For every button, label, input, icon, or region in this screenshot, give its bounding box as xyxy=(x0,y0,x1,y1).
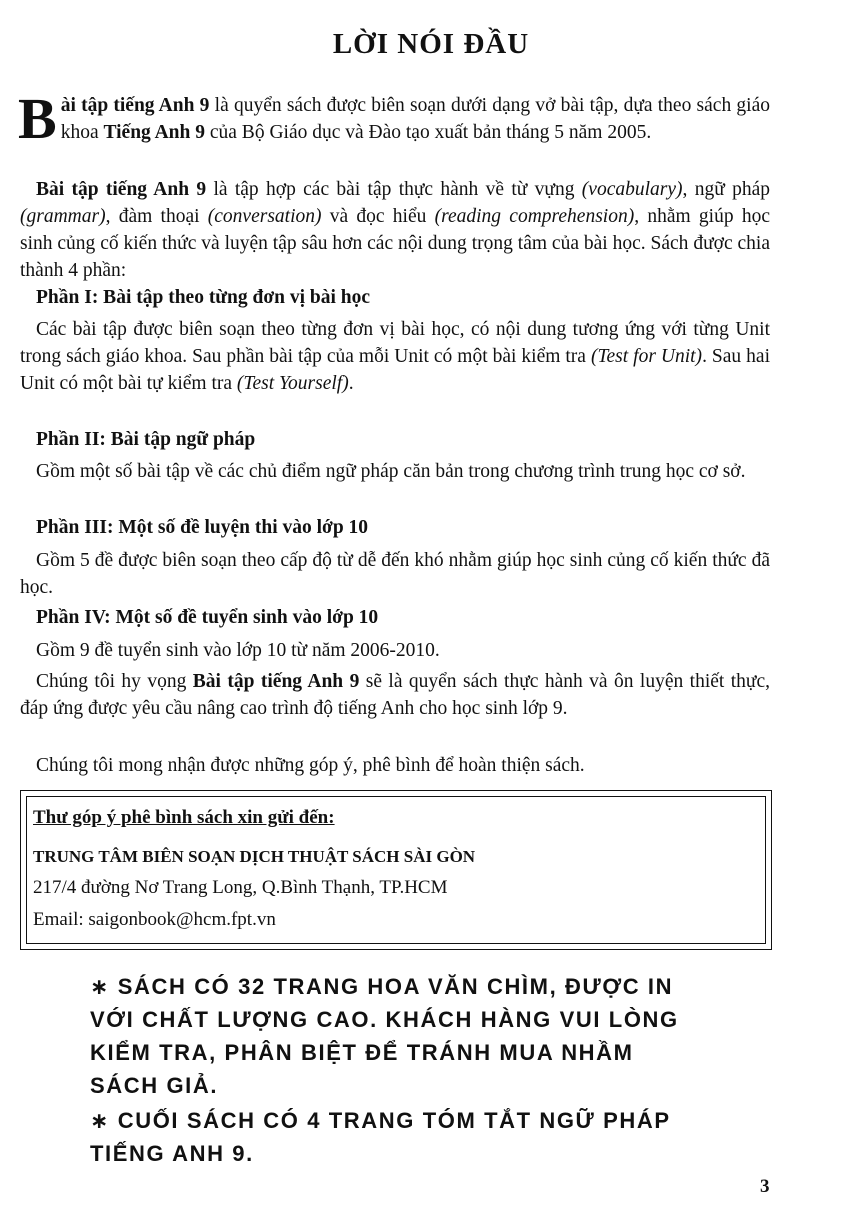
contact-address: 217/4 đường Nơ Trang Long, Q.Bình Thạnh, TP.HCM xyxy=(33,877,448,898)
part-4-text: Gồm 9 đề tuyển sinh vào lớp 10 từ năm 2006-2010. xyxy=(36,640,440,661)
part-2-heading: Phần II: Bài tập ngữ pháp xyxy=(36,429,256,450)
intro-paragraph xyxy=(18,86,770,151)
part-3-text: Gồm 5 đề được biên soạn theo cấp độ từ dễ đến khó nhằm giúp học sinh củng cố kiến thức đã học. xyxy=(20,550,770,598)
overview-paragraph xyxy=(20,176,770,284)
overview-reading-term: (reading comprehension) xyxy=(434,206,635,227)
drop-cap: B xyxy=(18,86,57,151)
contact-email: Email: saigonbook@hcm.fpt.vn xyxy=(33,909,276,930)
overview-conversation-term: (conversation) xyxy=(207,206,322,227)
note-grammar-summary: ∗ CUỐI SÁCH CÓ 4 TRANG TÓM TẮT NGỮ PHÁP TIẾNG ANH 9. xyxy=(90,1108,671,1166)
part-1-text xyxy=(20,316,770,397)
part-1-test-yourself: (Test Yourself) xyxy=(236,373,349,394)
overview-text-2: , ngữ pháp xyxy=(682,179,770,200)
hope-text-1: Chúng tôi hy vọng xyxy=(36,671,193,692)
part-1-text-1: Các bài tập được biên soạn theo từng đơn vị bài học, có nội dung tương ứng với từng Unit trong sách giáo khoa. Sau phần bài tập của mỗi Unit có một bài kiểm tra xyxy=(20,319,770,367)
part-3-heading: Phần III: Một số đề luyện thi vào lớp 10 xyxy=(36,517,369,538)
hope-paragraph xyxy=(20,668,770,722)
overview-grammar-term: (grammar) xyxy=(20,206,106,227)
overview-text-3: , đàm thoại xyxy=(105,206,208,227)
overview-text-1: là tập hợp các bài tập thực hành về từ vựng xyxy=(206,179,582,200)
contact-organization: TRUNG TÂM BIÊN SOẠN DỊCH THUẬT SÁCH SÀI GÒN xyxy=(33,847,476,866)
note-watermark-pages: ∗ SÁCH CÓ 32 TRANG HOA VĂN CHÌM, ĐƯỢC IN VỚI CHẤT LƯỢNG CAO. KHÁCH HÀNG VUI LÒNG KIỂM TRA, PHÂN BIỆT ĐỂ TRÁNH MUA NHẦM SÁCH GIẢ. xyxy=(90,974,679,1098)
part-1-text-3: . xyxy=(348,373,354,394)
part-1-text-2: . Sau hai Unit có một bài tự kiểm tra xyxy=(20,346,770,394)
intro-textbook-name: Tiếng Anh 9 xyxy=(103,122,205,143)
overview-text-5: , nhằm giúp học sinh củng cố kiến thức và luyện tập sâu hơn các nội dung trọng tâm của bài học. Sách được chia thành 4 phần: xyxy=(20,206,770,281)
part-1-heading: Phần I: Bài tập theo từng đơn vị bài học xyxy=(36,287,371,308)
page-title: LỜI NÓI ĐẦU xyxy=(332,28,530,60)
overview-vocab-term: (vocabulary) xyxy=(581,179,683,200)
part-2-text: Gồm một số bài tập về các chủ điểm ngữ pháp căn bản trong chương trình trung học cơ sở. xyxy=(36,461,746,482)
hope-book-name: Bài tập tiếng Anh 9 xyxy=(192,671,360,692)
overview-text-4: và đọc hiểu xyxy=(321,206,435,227)
feedback-paragraph: Chúng tôi mong nhận được những góp ý, phê bình để hoàn thiện sách. xyxy=(36,755,585,776)
intro-book-name: ài tập tiếng Anh 9 xyxy=(60,95,210,116)
hope-text-2: sẽ là quyển sách thực hành và ôn luyện thiết thực, đáp ứng được yêu cầu nâng cao trình độ tiếng Anh cho học sinh lớp 9. xyxy=(20,671,771,719)
intro-text-2: của Bộ Giáo dục và Đào tạo xuất bản tháng 5 năm 2005. xyxy=(205,122,652,143)
contact-box-title: Thư góp ý phê bình sách xin gửi đến: xyxy=(33,807,335,828)
part-1-test-for-unit: (Test for Unit) xyxy=(590,346,703,367)
intro-text-1: là quyển sách được biên soạn dưới dạng vở bài tập, dựa theo sách giáo khoa xyxy=(60,95,770,143)
page-number: 3 xyxy=(760,1176,770,1197)
contact-box xyxy=(20,790,772,950)
overview-book-name: Bài tập tiếng Anh 9 xyxy=(36,179,207,200)
part-4-heading: Phần IV: Một số đề tuyển sinh vào lớp 10 xyxy=(36,607,379,628)
